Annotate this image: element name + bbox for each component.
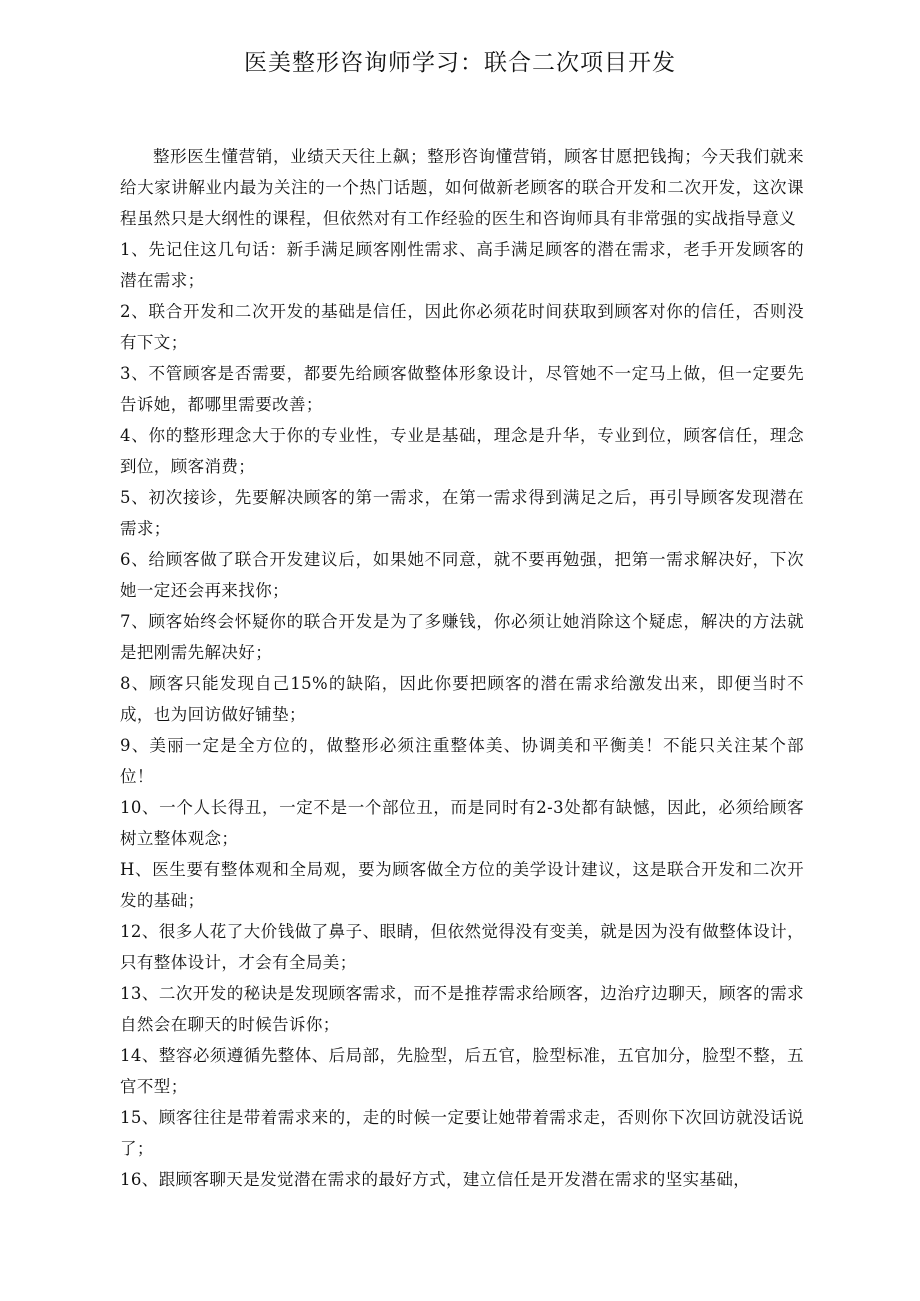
list-item-7: 7、顾客始终会怀疑你的联合开发是为了多赚钱，你必须让她消除这个疑虑，解决的方法就是把刚需先解决好； [120,612,804,662]
document-body [120,141,804,1195]
list-item-12: 12、很多人花了大价钱做了鼻子、眼睛，但依然觉得没有变美，就是因为没有做整体设计，只有整体设计，才会有全局美； [120,922,804,972]
intro-paragraph: 整形医生懂营销，业绩天天往上飙；整形咨询懂营销，顾客甘愿把钱掏；今天我们就来给大家讲解业内最为关注的一个热门话题，如何做新老顾客的联合开发和二次开发，这次课程虽然只是大纲性的课程，但依然对有工作经验的医生和咨询师具有非常强的实战指导意义 [120,147,804,228]
list-item-6: 6、给顾客做了联合开发建议后，如果她不同意，就不要再勉强，把第一需求解决好，下次她一定还会再来找你； [120,550,804,600]
document-title: 医美整形咨询师学习：联合二次项目开发 [244,50,676,76]
list-item-13: 13、二次开发的秘诀是发现顾客需求，而不是推荐需求给顾客，边治疗边聊天，顾客的需求自然会在聊天的时候告诉你； [120,984,804,1034]
list-item-9: 9、美丽一定是全方位的，做整形必须注重整体美、协调美和平衡美！不能只关注某个部位！ [120,736,804,786]
list-item-5: 5、初次接诊，先要解决顾客的第一需求，在第一需求得到满足之后，再引导顾客发现潜在需求； [120,488,804,538]
list-item-14: 14、整容必须遵循先整体、后局部，先脸型，后五官，脸型标准，五官加分，脸型不整，五官不型； [120,1046,804,1096]
list-item-1: 1、先记住这几句话：新手满足顾客刚性需求、高手满足顾客的潜在需求，老手开发顾客的潜在需求； [120,240,804,290]
list-item-11: H、医生要有整体观和全局观，要为顾客做全方位的美学设计建议，这是联合开发和二次开发的基础； [120,860,804,910]
list-item-15: 15、顾客往往是带着需求来的，走的时候一定要让她带着需求走，否则你下次回访就没话说了； [120,1108,804,1158]
list-item-16: 16、跟顾客聊天是发觉潜在需求的最好方式，建立信任是开发潜在需求的坚实基础， [120,1170,751,1189]
list-item-4: 4、你的整形理念大于你的专业性，专业是基础，理念是升华，专业到位，顾客信任，理念到位，顾客消费； [120,426,804,476]
list-item-3: 3、不管顾客是否需要，都要先给顾客做整体形象设计，尽管她不一定马上做，但一定要先告诉她，都哪里需要改善； [120,364,804,414]
list-item-2: 2、联合开发和二次开发的基础是信任，因此你必须花时间获取到顾客对你的信任，否则没有下文； [120,302,804,352]
list-item-8: 8、顾客只能发现自己15%的缺陷，因此你要把顾客的潜在需求给激发出来，即便当时不成，也为回访做好铺垫； [120,674,804,724]
list-item-10: 10、一个人长得丑，一定不是一个部位丑，而是同时有2-3处都有缺憾，因此，必须给顾客树立整体观念； [120,798,804,848]
